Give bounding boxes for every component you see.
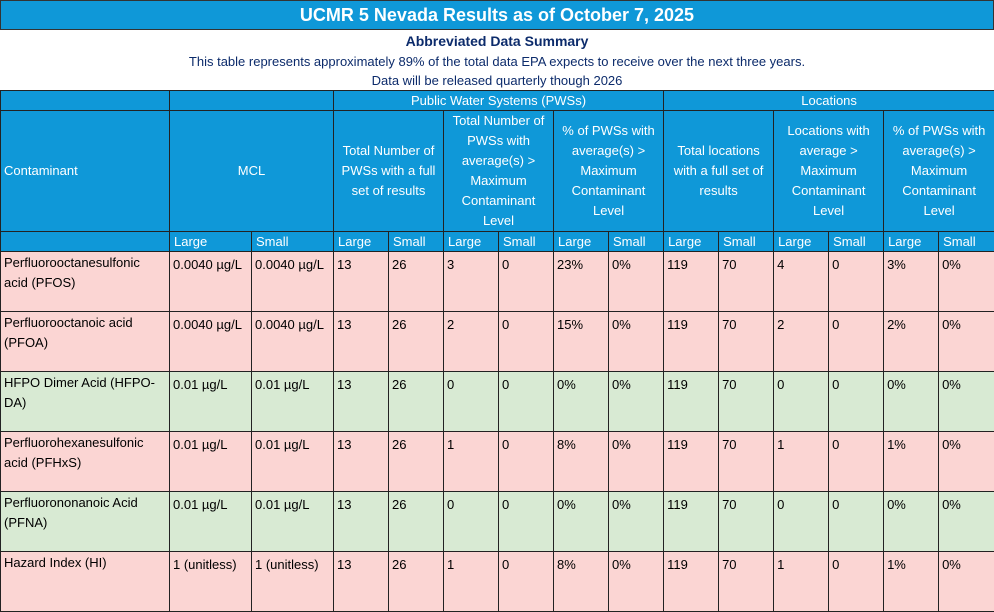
- pct-pws-above-header: % of PWSs with average(s) > Maximum Contaminant Level: [554, 111, 664, 232]
- table-cell: 119: [664, 372, 719, 432]
- table-cell: 1: [774, 552, 829, 612]
- table-cell: 13: [334, 252, 389, 312]
- total-pws-header: Total Number of PWSs with a full set of results: [334, 111, 444, 232]
- size-header-large: Large: [884, 232, 939, 252]
- contaminant-name: Perfluorooctanesulfonic acid (PFOS): [1, 252, 170, 312]
- table-cell: 0%: [554, 492, 609, 552]
- table-cell: 0: [829, 312, 884, 372]
- table-cell: 0%: [939, 432, 994, 492]
- size-header-small: Small: [609, 232, 664, 252]
- table-cell: 26: [389, 492, 444, 552]
- table-row: [1, 372, 994, 432]
- table-cell: 26: [389, 552, 444, 612]
- table-cell: 23%: [554, 252, 609, 312]
- size-header-small: Small: [719, 232, 774, 252]
- table-cell: 2: [444, 312, 499, 372]
- size-header-large: Large: [170, 232, 252, 252]
- contaminant-name: Perfluorooctanoic acid (PFOA): [1, 312, 170, 372]
- table-cell: 0: [499, 312, 554, 372]
- blank-size-cell: [1, 232, 170, 252]
- table-cell: 0%: [609, 312, 664, 372]
- table-row: [1, 552, 994, 612]
- table-cell: 119: [664, 552, 719, 612]
- table-cell: 119: [664, 492, 719, 552]
- table-cell: 70: [719, 432, 774, 492]
- table-cell: 13: [334, 492, 389, 552]
- size-header-large: Large: [774, 232, 829, 252]
- table-cell: 0: [829, 252, 884, 312]
- results-table: [0, 90, 994, 612]
- table-cell: 1 (unitless): [252, 552, 334, 612]
- table-cell: 0.0040 µg/L: [170, 312, 252, 372]
- table-row: [1, 432, 994, 492]
- summary-subtitle: Abbreviated Data Summary: [0, 30, 994, 51]
- size-header-large: Large: [664, 232, 719, 252]
- size-header-large: Large: [554, 232, 609, 252]
- table-cell: 0%: [609, 432, 664, 492]
- table-cell: 0.01 µg/L: [252, 492, 334, 552]
- table-cell: 0%: [884, 492, 939, 552]
- table-cell: 13: [334, 312, 389, 372]
- table-cell: 3: [444, 252, 499, 312]
- table-cell: 0: [499, 552, 554, 612]
- table-cell: 0: [829, 552, 884, 612]
- contaminant-name: Perfluorohexanesulfonic acid (PFHxS): [1, 432, 170, 492]
- table-cell: 0: [499, 492, 554, 552]
- table-cell: 0: [829, 432, 884, 492]
- table-cell: 0%: [939, 372, 994, 432]
- table-cell: 0.0040 µg/L: [170, 252, 252, 312]
- table-cell: 119: [664, 312, 719, 372]
- table-cell: 1%: [884, 432, 939, 492]
- pws-group-header: Public Water Systems (PWSs): [334, 91, 664, 111]
- locations-group-header: Locations: [664, 91, 994, 111]
- blank-header-cell: [1, 91, 170, 111]
- table-cell: 26: [389, 372, 444, 432]
- table-cell: 3%: [884, 252, 939, 312]
- table-cell: 70: [719, 552, 774, 612]
- table-cell: 0: [444, 492, 499, 552]
- table-cell: 0%: [609, 552, 664, 612]
- table-cell: 0%: [554, 372, 609, 432]
- table-cell: 0: [774, 492, 829, 552]
- pct-locations-above-header: % of PWSs with average(s) > Maximum Contaminant Level: [884, 111, 994, 232]
- table-cell: 0.0040 µg/L: [252, 312, 334, 372]
- table-cell: 13: [334, 432, 389, 492]
- sheet-title: UCMR 5 Nevada Results as of October 7, 2025: [0, 0, 994, 30]
- contaminant-header: Contaminant: [1, 111, 170, 232]
- table-cell: 70: [719, 492, 774, 552]
- table-cell: 1: [774, 432, 829, 492]
- table-cell: 0.0040 µg/L: [252, 252, 334, 312]
- table-cell: 1%: [884, 552, 939, 612]
- size-header-small: Small: [252, 232, 334, 252]
- table-cell: 8%: [554, 552, 609, 612]
- contaminant-name: Perfluorononanoic Acid (PFNA): [1, 492, 170, 552]
- table-cell: 0%: [939, 252, 994, 312]
- table-cell: 70: [719, 252, 774, 312]
- release-note: Data will be released quarterly though 2026: [0, 70, 994, 90]
- size-header-large: Large: [334, 232, 389, 252]
- table-cell: 13: [334, 552, 389, 612]
- total-pws-above-header: Total Number of PWSs with average(s) > Maximum Contaminant Level: [444, 111, 554, 232]
- table-cell: 0: [444, 372, 499, 432]
- blank-mcl-header-cell: [170, 91, 334, 111]
- size-header-small: Small: [499, 232, 554, 252]
- table-row: [1, 252, 994, 312]
- table-cell: 0.01 µg/L: [252, 372, 334, 432]
- locations-above-header: Locations with average > Maximum Contaminant Level: [774, 111, 884, 232]
- table-cell: 4: [774, 252, 829, 312]
- table-cell: 0: [774, 372, 829, 432]
- table-cell: 26: [389, 252, 444, 312]
- table-cell: 70: [719, 372, 774, 432]
- contaminant-name: HFPO Dimer Acid (HFPO-DA): [1, 372, 170, 432]
- table-cell: 1 (unitless): [170, 552, 252, 612]
- table-cell: 8%: [554, 432, 609, 492]
- table-cell: 26: [389, 432, 444, 492]
- table-cell: 1: [444, 432, 499, 492]
- table-cell: 119: [664, 252, 719, 312]
- table-cell: 0%: [939, 312, 994, 372]
- table-cell: 2: [774, 312, 829, 372]
- table-cell: 0%: [609, 492, 664, 552]
- table-cell: 0%: [939, 492, 994, 552]
- size-header-small: Small: [389, 232, 444, 252]
- table-cell: 0.01 µg/L: [170, 432, 252, 492]
- table-cell: 2%: [884, 312, 939, 372]
- table-cell: 26: [389, 312, 444, 372]
- table-cell: 13: [334, 372, 389, 432]
- table-cell: 0: [829, 492, 884, 552]
- table-cell: 0.01 µg/L: [170, 372, 252, 432]
- contaminant-name: Hazard Index (HI): [1, 552, 170, 612]
- summary-description: This table represents approximately 89% of the total data EPA expects to receive over the next three years.: [0, 51, 994, 71]
- size-header-small: Small: [829, 232, 884, 252]
- table-cell: 70: [719, 312, 774, 372]
- table-cell: 0%: [939, 552, 994, 612]
- size-header-small: Small: [939, 232, 994, 252]
- table-cell: 0%: [609, 252, 664, 312]
- table-cell: 0: [829, 372, 884, 432]
- table-cell: 15%: [554, 312, 609, 372]
- table-row: [1, 492, 994, 552]
- table-cell: 0%: [884, 372, 939, 432]
- mcl-header: MCL: [170, 111, 334, 232]
- total-locations-header: Total locations with a full set of results: [664, 111, 774, 232]
- size-header-large: Large: [444, 232, 499, 252]
- table-cell: 0.01 µg/L: [170, 492, 252, 552]
- table-cell: 0: [499, 432, 554, 492]
- table-row: [1, 312, 994, 372]
- table-cell: 1: [444, 552, 499, 612]
- table-cell: 0%: [609, 372, 664, 432]
- table-cell: 0: [499, 252, 554, 312]
- table-cell: 119: [664, 432, 719, 492]
- table-cell: 0: [499, 372, 554, 432]
- table-cell: 0.01 µg/L: [252, 432, 334, 492]
